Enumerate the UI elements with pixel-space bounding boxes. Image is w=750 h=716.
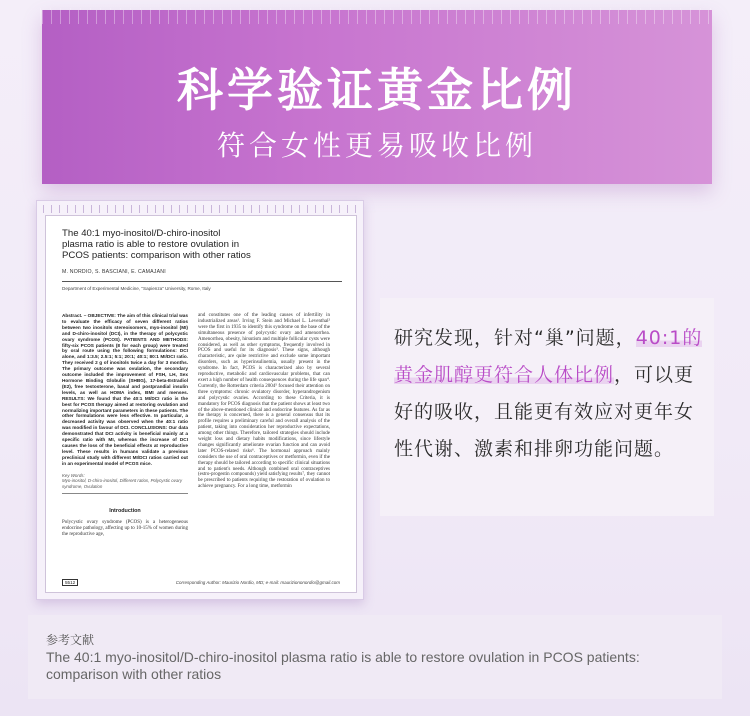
paper-title-line: plasma ratio is able to restore ovulation in (62, 239, 240, 250)
findings-callout (380, 298, 714, 516)
hero-banner (42, 10, 712, 184)
keywords-text: Myo-inositol, D-chiro-inositol, Different ratios, Polycystic ovary syndrome, Ovulation (62, 478, 183, 489)
paper-right-column (198, 313, 330, 538)
banner-subtitle: 符合女性更易吸收比例 (216, 129, 537, 162)
paper-title-line: PCOS patients: comparison with other ratios (62, 250, 251, 261)
paper-abstract: Abstract. – OBJECTIVE: The aim of this clinical trial was to evaluate the efficacy of seven different ratios between two inositols stereoisomers, myo-inositol (MI) and D-chiro-inositol (DCI), in the therapy of polycystic ovary syndrome (PCOS). PATIENTS AND METHODS: fifty-six PCOS patients (8 for each group) were treated by oral route using the following formulations: DCI alone, and 1:3.5; 2.5:1; 5:1; 20:1; 40:1; 80:1 MI/DCI ratio. They received 2 g of inositols twice a day for 3 months. The primary outcome was ovulation, the secondary outcome included the improvement of FSH, LH, Sex Hormone Binding Globulin (SHBG), 17-beta-Estradiol (E2), free testosterone, basal and postprandial insulin levels, as well as HOMA index, BMI and menses. RESULTS: We found that the 40:1 MI/DCI ratio is the best for PCOS therapy aimed at restoring ovulation and normalizing important parameters in these patients. The other formulations were less effective. In particular, a decreased activity was observed when the 40:1 ratio was modified in favour of DCI. CONCLUSIONS: Our data demonstrated that DCI activity is beneficial mainly at a specific ratio with MI, whereas the increase of DCI causes the loss of the beneficial effects at reproductive level. These results in humans validate a previous preclinical study with different MI/DCI ratios carried out in an experimental model of PCOS mice. (62, 313, 188, 466)
paper-columns (62, 313, 342, 538)
intro-heading: Introduction (109, 508, 141, 515)
paper-corresponding-author: Corresponding Author: Maurizio Nordio, MD; e-mail: mauriziononordio@gmail.com (175, 580, 340, 585)
paper-authors: M. NORDIO, S. BASCIANI, E. CAMAJANI (62, 269, 166, 275)
paper-preview (45, 215, 357, 593)
keywords-label: Key Words: (62, 472, 85, 478)
callout-text-after: ，可以更好的吸收，且能更有效应对更年女性代谢、激素和排卵功能问题。 (394, 364, 695, 460)
paper-left-column (62, 313, 188, 538)
banner-title: 科学验证黄金比例 (177, 63, 577, 117)
paper-body-text: and constitutes one of the leading causes of infertility in industrialized areas¹. Irving F. Stein and Michael L. Leventhal² were the first in 1935 to identify this syndrome on the base of the simultaneous presence of polycystic ovary and amenorrhea. Amenorrhea, obesity, hirsutism and multiple follicular cysts were considered, as well as other symptoms, frequently involved in PCOS and useful for its diagnosis³. These signs, although characteristic, are quite restrictive and exclude some important disorders, such as hyperinsulinemia, usually present in the syndrome. In fact, PCOS is characterized also by several reproductive, metabolic and cardiovascular problems, that can exert a high number of health consequences during the life span⁴. Currently, the Rotterdam criteria 2004⁵ focused their attention on three symptoms: chronic ovulatory disorder, hyperandrogenism and polycystic ovaries. According to these Criteria, it is mandatory for PCOS diagnosis that the patient shows at least two of the above-mentioned clinical and endocrine features. As far as the therapy is concerned, there is a general consensus that its profile requires a preliminary careful and overall analysis of the patient, taking into consideration her reproductive expectations, among other things. Therefore, tailored strategies should include weight loss and dietary habits modifications, since lifestyle changes significantly ameliorate ovarian function and can avoid later PCOS-related risks⁶. The hormonal approach mainly considers the use of oral contraceptives or metformin, even if the therapy should be tailored according to specific clinical situations and to patient's needs. Although combined oral contraceptives (estro-progestin compounds) yield satisfying results⁷, they cannot be prescribed to patients requiring the restoration of ovulation to achieve pregnancy. For a long time, metformin (198, 313, 330, 490)
paper-keywords (62, 473, 188, 490)
callout-text (394, 320, 704, 468)
paper-preview-frame (36, 200, 364, 600)
paper-affiliation: Department of Experimental Medicine, "Sapienza" University, Rome, Italy (62, 281, 342, 291)
paper-title-line: The 40:1 myo-inositol/D-chiro-inositol (62, 228, 221, 239)
paper-page-number: 5512 (62, 579, 78, 586)
keywords-divider (62, 493, 188, 494)
reference-block (28, 615, 722, 699)
reference-text: The 40:1 myo-inositol/D-chiro-inositol plasma ratio is able to restore ovulation in PCOS patients: comparison with other ratios (46, 649, 640, 682)
reference-label: 参考文献 (46, 633, 95, 647)
callout-highlight: 40:1的黄金肌醇更符合人体比例 (394, 327, 703, 386)
callout-text-before: 研究发现，针对“巢”问题， (394, 327, 636, 349)
paper-title (62, 228, 342, 261)
intro-text: Polycystic ovary syndrome (PCOS) is a heterogeneous endocrine pathology, affecting up to 10-15% of women during the reproductive age, (62, 520, 188, 537)
